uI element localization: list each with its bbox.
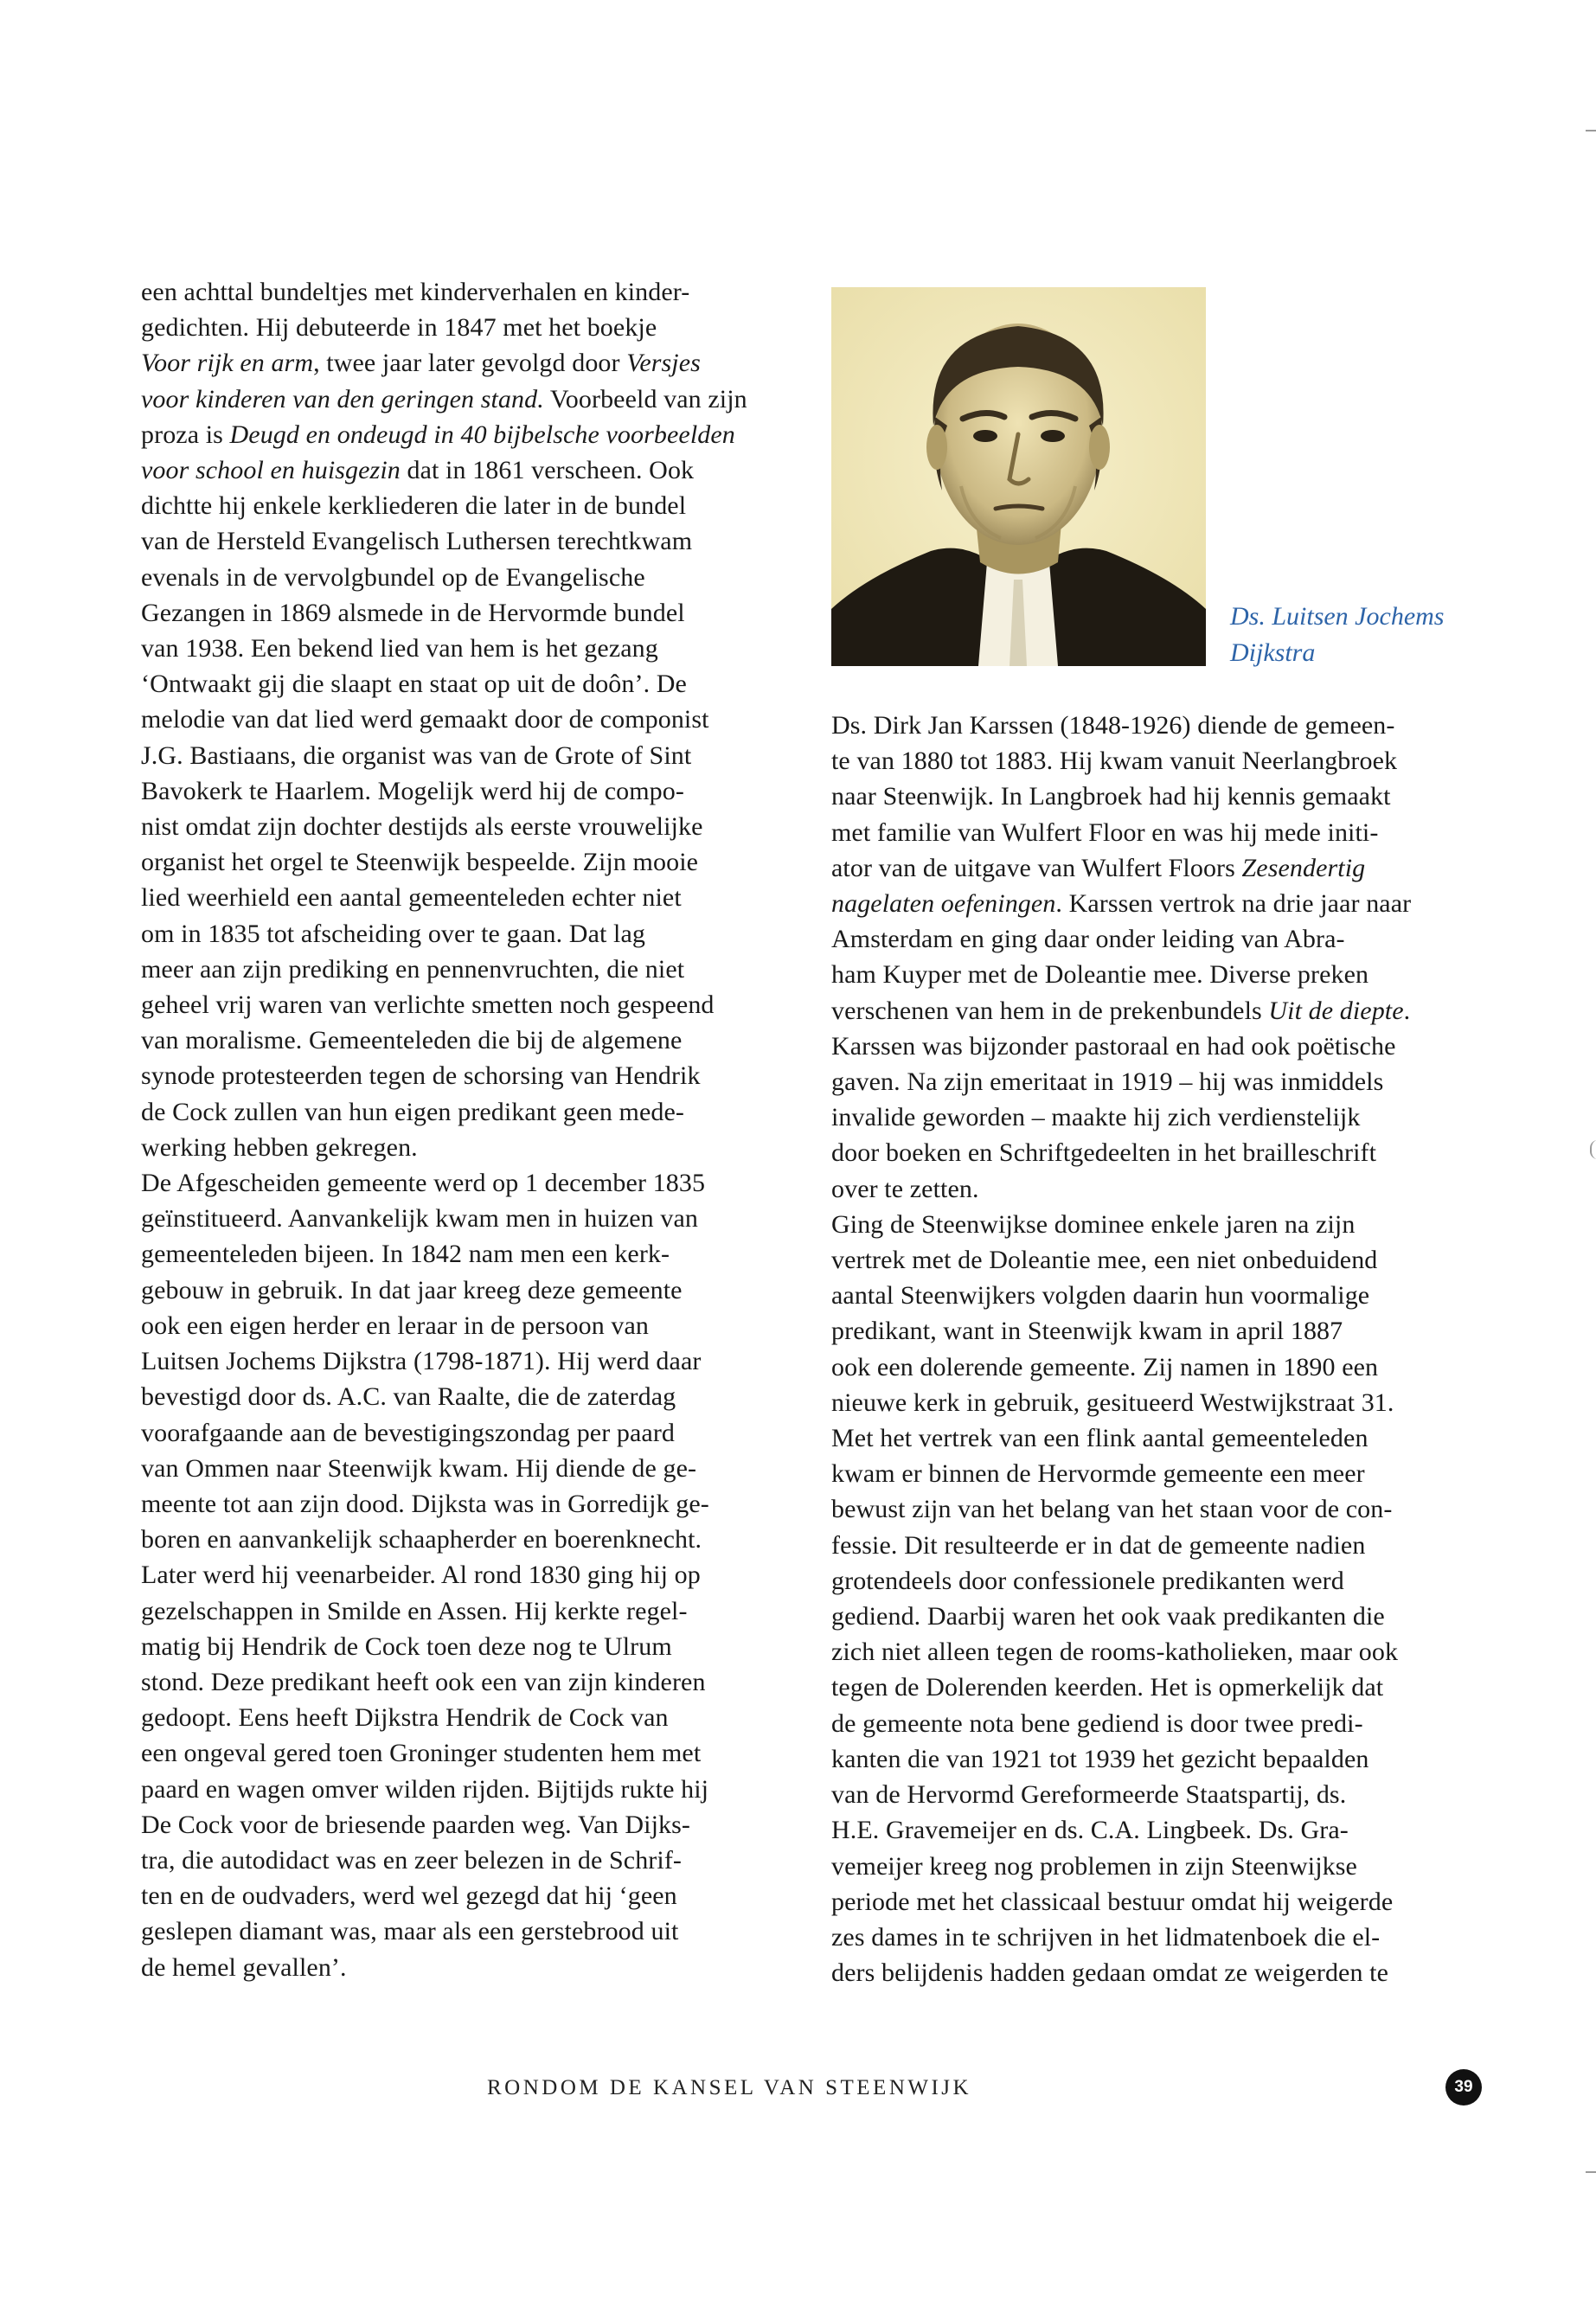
text-line: voorafgaande aan de bevestigingszondag per paard [141,1418,676,1447]
text-line: ook een eigen herder en leraar in de persoon van [141,1311,650,1340]
text-line: invalide geworden – maakte hij zich verdienstelijk [831,1103,1361,1132]
text-line [831,993,1494,1029]
page-number-badge: 39 [1445,2069,1482,2106]
binding-mark-right [1590,1140,1596,1159]
text-line: melodie van dat lied werd gemaakt door de componist [141,705,709,734]
text-line: boren en aanvankelijk schaapherder en boerenknecht. [141,1525,702,1554]
running-footer-title: RONDOM DE KANSEL VAN STEENWIJK [487,2076,972,2099]
text-line: van de Hersteld Evangelisch Luthersen terechtkwam [141,527,693,556]
italic-title: Uit de diepte [1268,996,1404,1025]
text-line: vertrek met de Doleantie mee, een niet onbeduidend [831,1246,1378,1275]
text-run: Voorbeeld van zijn [543,384,747,413]
left-text-column [141,274,811,1985]
text-run: . Karssen vertrok na drie jaar naar [1055,889,1412,919]
text-run: . [1403,996,1411,1025]
text-line: Met het vertrek van een flink aantal gemeenteleden [831,1424,1368,1453]
text-line: organist het orgel te Steenwijk bespeelde. Zijn mooie [141,848,699,877]
text-line: de Cock zullen van hun eigen predikant geen mede- [141,1097,685,1126]
text-line: bevestigd door ds. A.C. van Raalte, die de zaterdag [141,1382,676,1412]
text-line: over te zetten. [831,1174,979,1203]
text-line: gezelschappen in Smilde en Assen. Hij kerkte regel- [141,1596,688,1625]
text-line: met familie van Wulfert Floor en was hij mede initi- [831,817,1379,847]
text-line: Ging de Steenwijkse dominee enkele jaren na zijn [831,1209,1356,1239]
text-line: gemeenteleden bijeen. In 1842 nam men een kerk- [141,1240,670,1269]
text-line: De Afgescheiden gemeente werd op 1 december 1835 [141,1169,706,1198]
text-line: Amsterdam en ging daar onder leiding van Abra- [831,925,1345,954]
italic-title: Zesendertig [1241,853,1366,882]
text-line: geslepen diamant was, maar als een gerstebrood uit [141,1917,679,1946]
text-line: aantal Steenwijkers volgden daarin hun voormalige [831,1281,1370,1311]
text-line: van 1938. Een bekend lied van hem is het gezang [141,634,658,663]
text-line: ‘Ontwaakt gij die slaapt en staat op uit de doôn’. De [141,670,687,699]
text-line: bewust zijn van het belang van het staan voor de con- [831,1495,1393,1524]
text-line: vemeijer kreeg nog problemen in zijn Steenwijkse [831,1851,1357,1881]
text-line: gedoopt. Eens heeft Dijkstra Hendrik de Cock van [141,1703,669,1733]
text-line: evenals in de vervolgbundel op de Evangelische [141,562,645,592]
italic-title: Voor rijk en arm [141,349,314,378]
text-line: om in 1835 tot afscheiding over te gaan. Dat lag [141,919,645,948]
text-line: van Ommen naar Steenwijk kwam. Hij diende de ge- [141,1453,697,1483]
text-line: Later werd hij veenarbeider. Al rond 1830 ging hij op [141,1561,701,1590]
text-line: de hemel gevallen’. [141,1952,347,1982]
text-run: ator van de uitgave van Wulfert Floors [831,853,1242,882]
text-line: grotendeels door confessionele predikanten werd [831,1566,1344,1595]
text-line: paard en wagen omver wilden rijden. Bijtijds rukte hij [141,1774,709,1804]
text-line: geheel vrij waren van verlichte smetten noch gespeend [141,990,715,1020]
text-line: Luitsen Jochems Dijkstra (1798-1871). Hij werd daar [141,1347,702,1376]
text-line: stond. Deze predikant heeft ook een van zijn kinderen [141,1667,706,1696]
text-line: periode met het classicaal bestuur omdat hij weigerde [831,1887,1394,1916]
text-line: ook een dolerende gemeente. Zij namen in 1890 een [831,1352,1379,1381]
text-line: te van 1880 tot 1883. Hij kwam vanuit Neerlangbroek [831,747,1398,776]
text-line: een ongeval gered toen Groninger studenten hem met [141,1739,702,1768]
text-line: een achttal bundeltjes met kinderverhalen en kinder- [141,278,690,306]
text-line: werking hebben gekregen. [141,1132,418,1162]
text-line: Bavokerk te Haarlem. Mogelijk werd hij de compo- [141,776,684,805]
text-line: de gemeente nota bene gediend is door twee predi- [831,1708,1363,1738]
text-line: dichtte hij enkele kerkliederen die later in de bundel [141,491,687,521]
text-line: naar Steenwijk. In Langbroek had hij kennis gemaakt [831,782,1391,811]
text-line [141,381,811,417]
crop-mark-bottom-right [1586,2171,1596,2173]
text-line: synode protesteerden tegen de schorsing van Hendrik [141,1061,701,1091]
text-line: tra, die autodidact was en zeer belezen in de Schrif- [141,1845,683,1875]
text-line: zich niet alleen tegen de rooms-katholieken, maar ook [831,1638,1399,1667]
text-line [831,886,1494,921]
text-line: zes dames in te schrijven in het lidmatenboek die el- [831,1922,1381,1952]
caption-line-2: Dijkstra [1230,638,1316,667]
crop-mark-top-right [1586,130,1596,131]
text-run: proza is [141,420,230,449]
text-line: Ds. Dirk Jan Karssen (1848-1926) diende de gemeen- [831,711,1395,740]
text-run: verschenen van hem in de prekenbundels [831,996,1269,1025]
text-line: meer aan zijn prediking en pennenvruchten, die niet [141,954,685,984]
text-line: kwam er binnen de Hervormde gemeente een meer [831,1459,1365,1489]
text-line: ten en de oudvaders, werd wel gezegd dat hij ‘geen [141,1881,677,1911]
text-run: , twee jaar later gevolgd door [313,349,627,378]
text-line: gaven. Na zijn emeritaat in 1919 – hij was inmiddels [831,1067,1384,1097]
text-line: nist omdat zijn dochter destijds als eerste vrouwelijke [141,812,703,842]
text-line: fessie. Dit resulteerde er in dat de gemeente nadien [831,1530,1366,1560]
portrait-illustration [831,287,1206,666]
text-line: kanten die van 1921 tot 1939 het gezicht bepaalden [831,1744,1369,1773]
text-line: predikant, want in Steenwijk kwam in april 1887 [831,1317,1343,1346]
text-line: gebouw in gebruik. In dat jaar kreeg deze gemeente [141,1275,683,1304]
text-line: ders belijdenis hadden gedaan omdat ze weigerden te [831,1958,1389,1988]
italic-title: nagelaten oefeningen [831,889,1056,919]
italic-title: voor school en huisgezin [141,456,401,485]
text-line: geïnstitueerd. Aanvankelijk kwam men in huizen van [141,1204,698,1234]
right-text-column [831,708,1494,1990]
text-line: van moralisme. Gemeenteleden die bij de algemene [141,1026,683,1055]
italic-title: voor kinderen van den geringen stand. [141,384,544,413]
text-line: J.G. Bastiaans, die organist was van de Grote of Sint [141,740,692,770]
text-line: ham Kuyper met de Doleantie mee. Diverse preken [831,960,1369,990]
text-line: nieuwe kerk in gebruik, gesitueerd Westwijkstraat 31. [831,1388,1394,1417]
portrait-photo [831,287,1206,666]
text-line: tegen de Dolerenden keerden. Het is opmerkelijk dat [831,1673,1384,1702]
text-line: Gezangen in 1869 alsmede in de Hervormde bundel [141,598,685,627]
text-line: van de Hervormd Gereformeerde Staatspartij, ds. [831,1780,1347,1810]
text-line [141,417,811,452]
right-paragraphs [831,708,1494,1990]
text-line: gediend. Daarbij waren het ook vaak predikanten die [831,1602,1385,1631]
text-line: gedichten. Hij debuteerde in 1847 met het boekje [141,313,657,343]
text-line: H.E. Gravemeijer en ds. C.A. Lingbeek. Ds. Gra- [831,1816,1349,1845]
portrait-caption [1230,599,1524,671]
italic-title: Deugd en ondeugd in 40 bijbelsche voorbeelden [229,420,735,449]
text-line: matig bij Hendrik de Cock toen deze nog te Ulrum [141,1631,672,1661]
text-line: lied weerhield een aantal gemeenteleden echter niet [141,883,682,913]
italic-title: Versjes [626,349,701,378]
text-run: dat in 1861 verscheen. Ook [400,456,695,485]
caption-line-1: Ds. Luitsen Jochems [1230,602,1445,631]
text-line [141,345,811,381]
text-line [141,452,811,488]
left-paragraphs [141,274,811,1985]
text-line: meente tot aan zijn dood. Dijksta was in Gorredijk ge- [141,1489,709,1518]
text-line: Karssen was bijzonder pastoraal en had ook poëtische [831,1031,1396,1061]
text-line: De Cock voor de briesende paarden weg. Van Dijks- [141,1810,690,1839]
text-line [831,850,1494,886]
text-line: door boeken en Schriftgedeelten in het brailleschrift [831,1138,1377,1168]
